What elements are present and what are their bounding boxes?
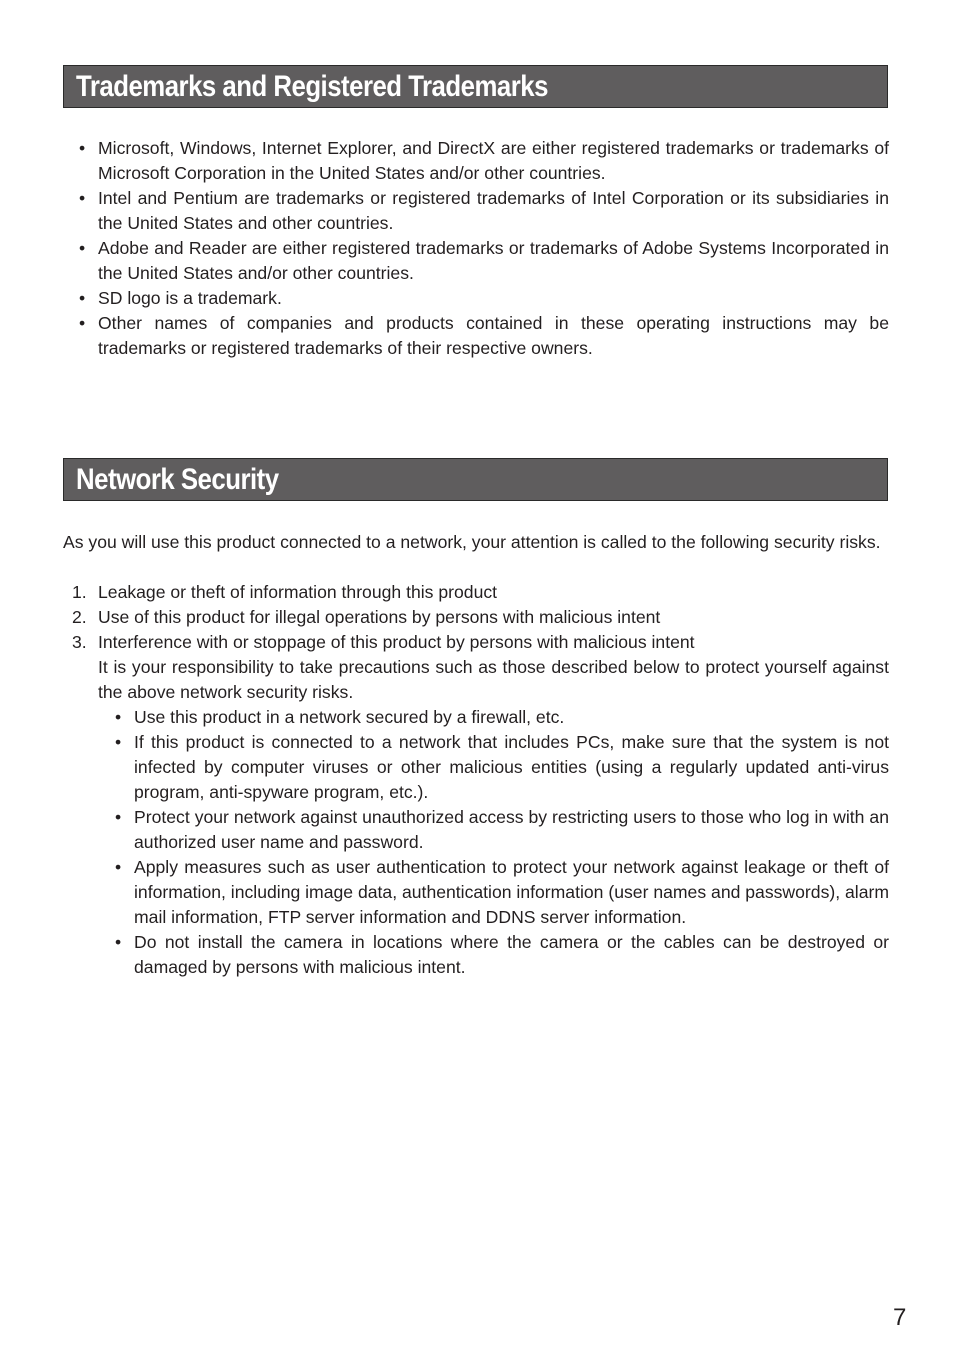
bullet-icon: • [115,857,122,877]
security-risks-list [72,580,889,705]
bullet-icon: • [79,188,86,208]
trademarks-title: Trademarks and Registered Trademarks [76,70,548,103]
trademarks-header [63,65,888,108]
list-item-text: Use of this product for illegal operations by persons with malicious intent [98,607,661,627]
list-number: 3. [72,632,87,652]
list-item [115,705,889,730]
list-item [115,930,889,980]
list-item [72,605,889,630]
list-item [79,286,889,311]
list-item-text: Intel and Pentium are trademarks or registered trademarks of Intel Corporation or its subsidiaries in the United States and other countries. [98,188,889,233]
list-item [79,186,889,236]
list-item-text: Protect your network against unauthorized access by restricting users to those who log in with an authorized user name and password. [134,807,889,852]
list-item [72,580,889,605]
page-number: 7 [893,1304,907,1331]
bullet-icon: • [79,313,86,333]
list-item [72,630,889,655]
list-item [79,311,889,361]
list-item-text: Microsoft, Windows, Internet Explorer, and DirectX are either registered trademarks or trademarks of Microsoft Corporation in the United States and/or other countries. [98,138,889,183]
bullet-icon: • [115,732,122,752]
list-item-text: Adobe and Reader are either registered trademarks or trademarks of Adobe Systems Incorporated in the United States and/or other countries. [98,238,889,283]
list-item-text: Apply measures such as user authentication to protect your network against leakage or theft of information, including image data, authentication information (user names and passwords), alarm mail information, FTP server information and DDNS server information. [134,857,889,927]
list-item [115,855,889,930]
bullet-icon: • [115,807,122,827]
bullet-icon: • [115,707,122,727]
network-security-header [63,458,888,501]
list-item-text: Interference with or stoppage of this product by persons with malicious intent [98,632,695,652]
list-item-text: SD logo is a trademark. [98,288,282,308]
responsibility-paragraph: It is your responsibility to take precautions such as those described below to protect yourself against the above network security risks. [98,657,889,702]
list-item [115,730,889,805]
bullet-icon: • [79,288,86,308]
trademarks-list [79,136,889,361]
list-item-text: If this product is connected to a network that includes PCs, make sure that the system is not infected by computer viruses or other malicious entities (using a regularly updated anti-virus program, anti-spyware program, etc.). [134,732,889,802]
network-security-title: Network Security [76,463,279,496]
list-item [79,136,889,186]
bullet-icon: • [79,138,86,158]
list-number: 2. [72,607,87,627]
list-item [115,805,889,855]
list-number: 1. [72,582,87,602]
bullet-icon: • [115,932,122,952]
list-item-text: Other names of companies and products contained in these operating instructions may be trademarks or registered trademarks of their respective owners. [98,313,889,358]
list-item-text: Leakage or theft of information through this product [98,582,498,602]
list-item-text: Do not install the camera in locations where the camera or the cables can be destroyed or damaged by persons with malicious intent. [134,932,889,977]
precautions-list [115,705,889,980]
list-item [79,236,889,286]
bullet-icon: • [79,238,86,258]
list-item-text: Use this product in a network secured by a firewall, etc. [134,707,565,727]
network-security-intro: As you will use this product connected to a network, your attention is called to the following security risks. [63,532,881,552]
